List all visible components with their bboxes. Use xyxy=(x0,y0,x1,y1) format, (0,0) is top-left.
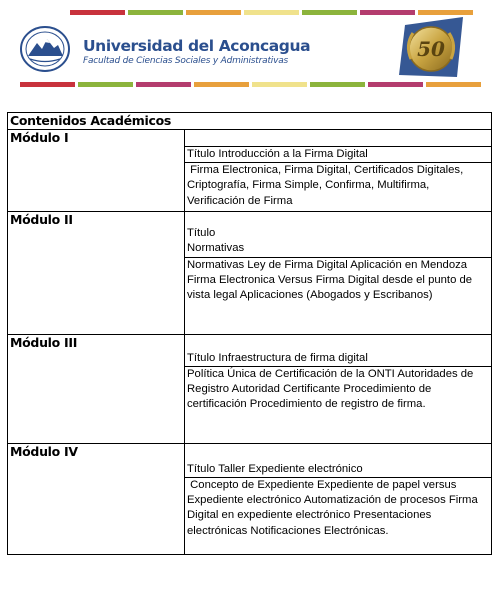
module-title: Título Infraestructura de firma digital xyxy=(185,334,492,366)
stripe xyxy=(426,82,481,87)
module-name: Módulo I xyxy=(8,130,185,212)
module-title: Título Taller Expediente electrónico xyxy=(185,443,492,477)
stripe xyxy=(136,82,191,87)
module-name: Módulo II xyxy=(8,212,185,334)
page-header xyxy=(0,15,495,82)
academic-contents-table xyxy=(7,112,492,555)
module-row xyxy=(185,130,492,147)
faculty-name: Facultad de Ciencias Sociales y Administrativas xyxy=(83,56,289,66)
header-stripes-bottom xyxy=(0,82,495,87)
module-title: Título Introducción a la Firma Digital xyxy=(185,147,492,163)
stripe xyxy=(78,82,133,87)
module-name: Módulo III xyxy=(8,334,185,443)
module-topics: Firma Electronica, Firma Digital, Certificados Digitales, Criptografía, Firma Simple, Confirma, Multifirma, Verificación de Firma xyxy=(185,163,492,212)
module-name: Módulo IV xyxy=(8,443,185,554)
anniversary-50-logo xyxy=(395,15,475,82)
university-name: Universidad del Aconcagua xyxy=(83,37,311,55)
section-title: Contenidos Académicos xyxy=(8,113,492,130)
stripe xyxy=(252,82,307,87)
anniversary-number: 50 xyxy=(417,37,445,61)
stripe xyxy=(20,82,75,87)
stripe xyxy=(368,82,423,87)
module-title: Título Normativas xyxy=(185,212,492,257)
stripe xyxy=(194,82,249,87)
stripe xyxy=(310,82,365,87)
university-seal-logo xyxy=(20,26,70,72)
module-topics: Política Única de Certificación de la ONTI Autoridades de Registro Autoridad Certificante Procedimiento de certificación Procedimiento de registro de firma. xyxy=(185,366,492,443)
module-topics: Concepto de Expediente Expediente de papel versus Expediente electrónico Automatización de procesos Firma Digital en expediente electrónico Presentaciones electrónicas Notificaciones Electrónicas. xyxy=(185,478,492,555)
module-topics: Normativas Ley de Firma Digital Aplicación en Mendoza Firma Electronica Versus Firma Digital desde el punto de vista legal Aplicaciones (Abogados y Escribanos) xyxy=(185,257,492,334)
